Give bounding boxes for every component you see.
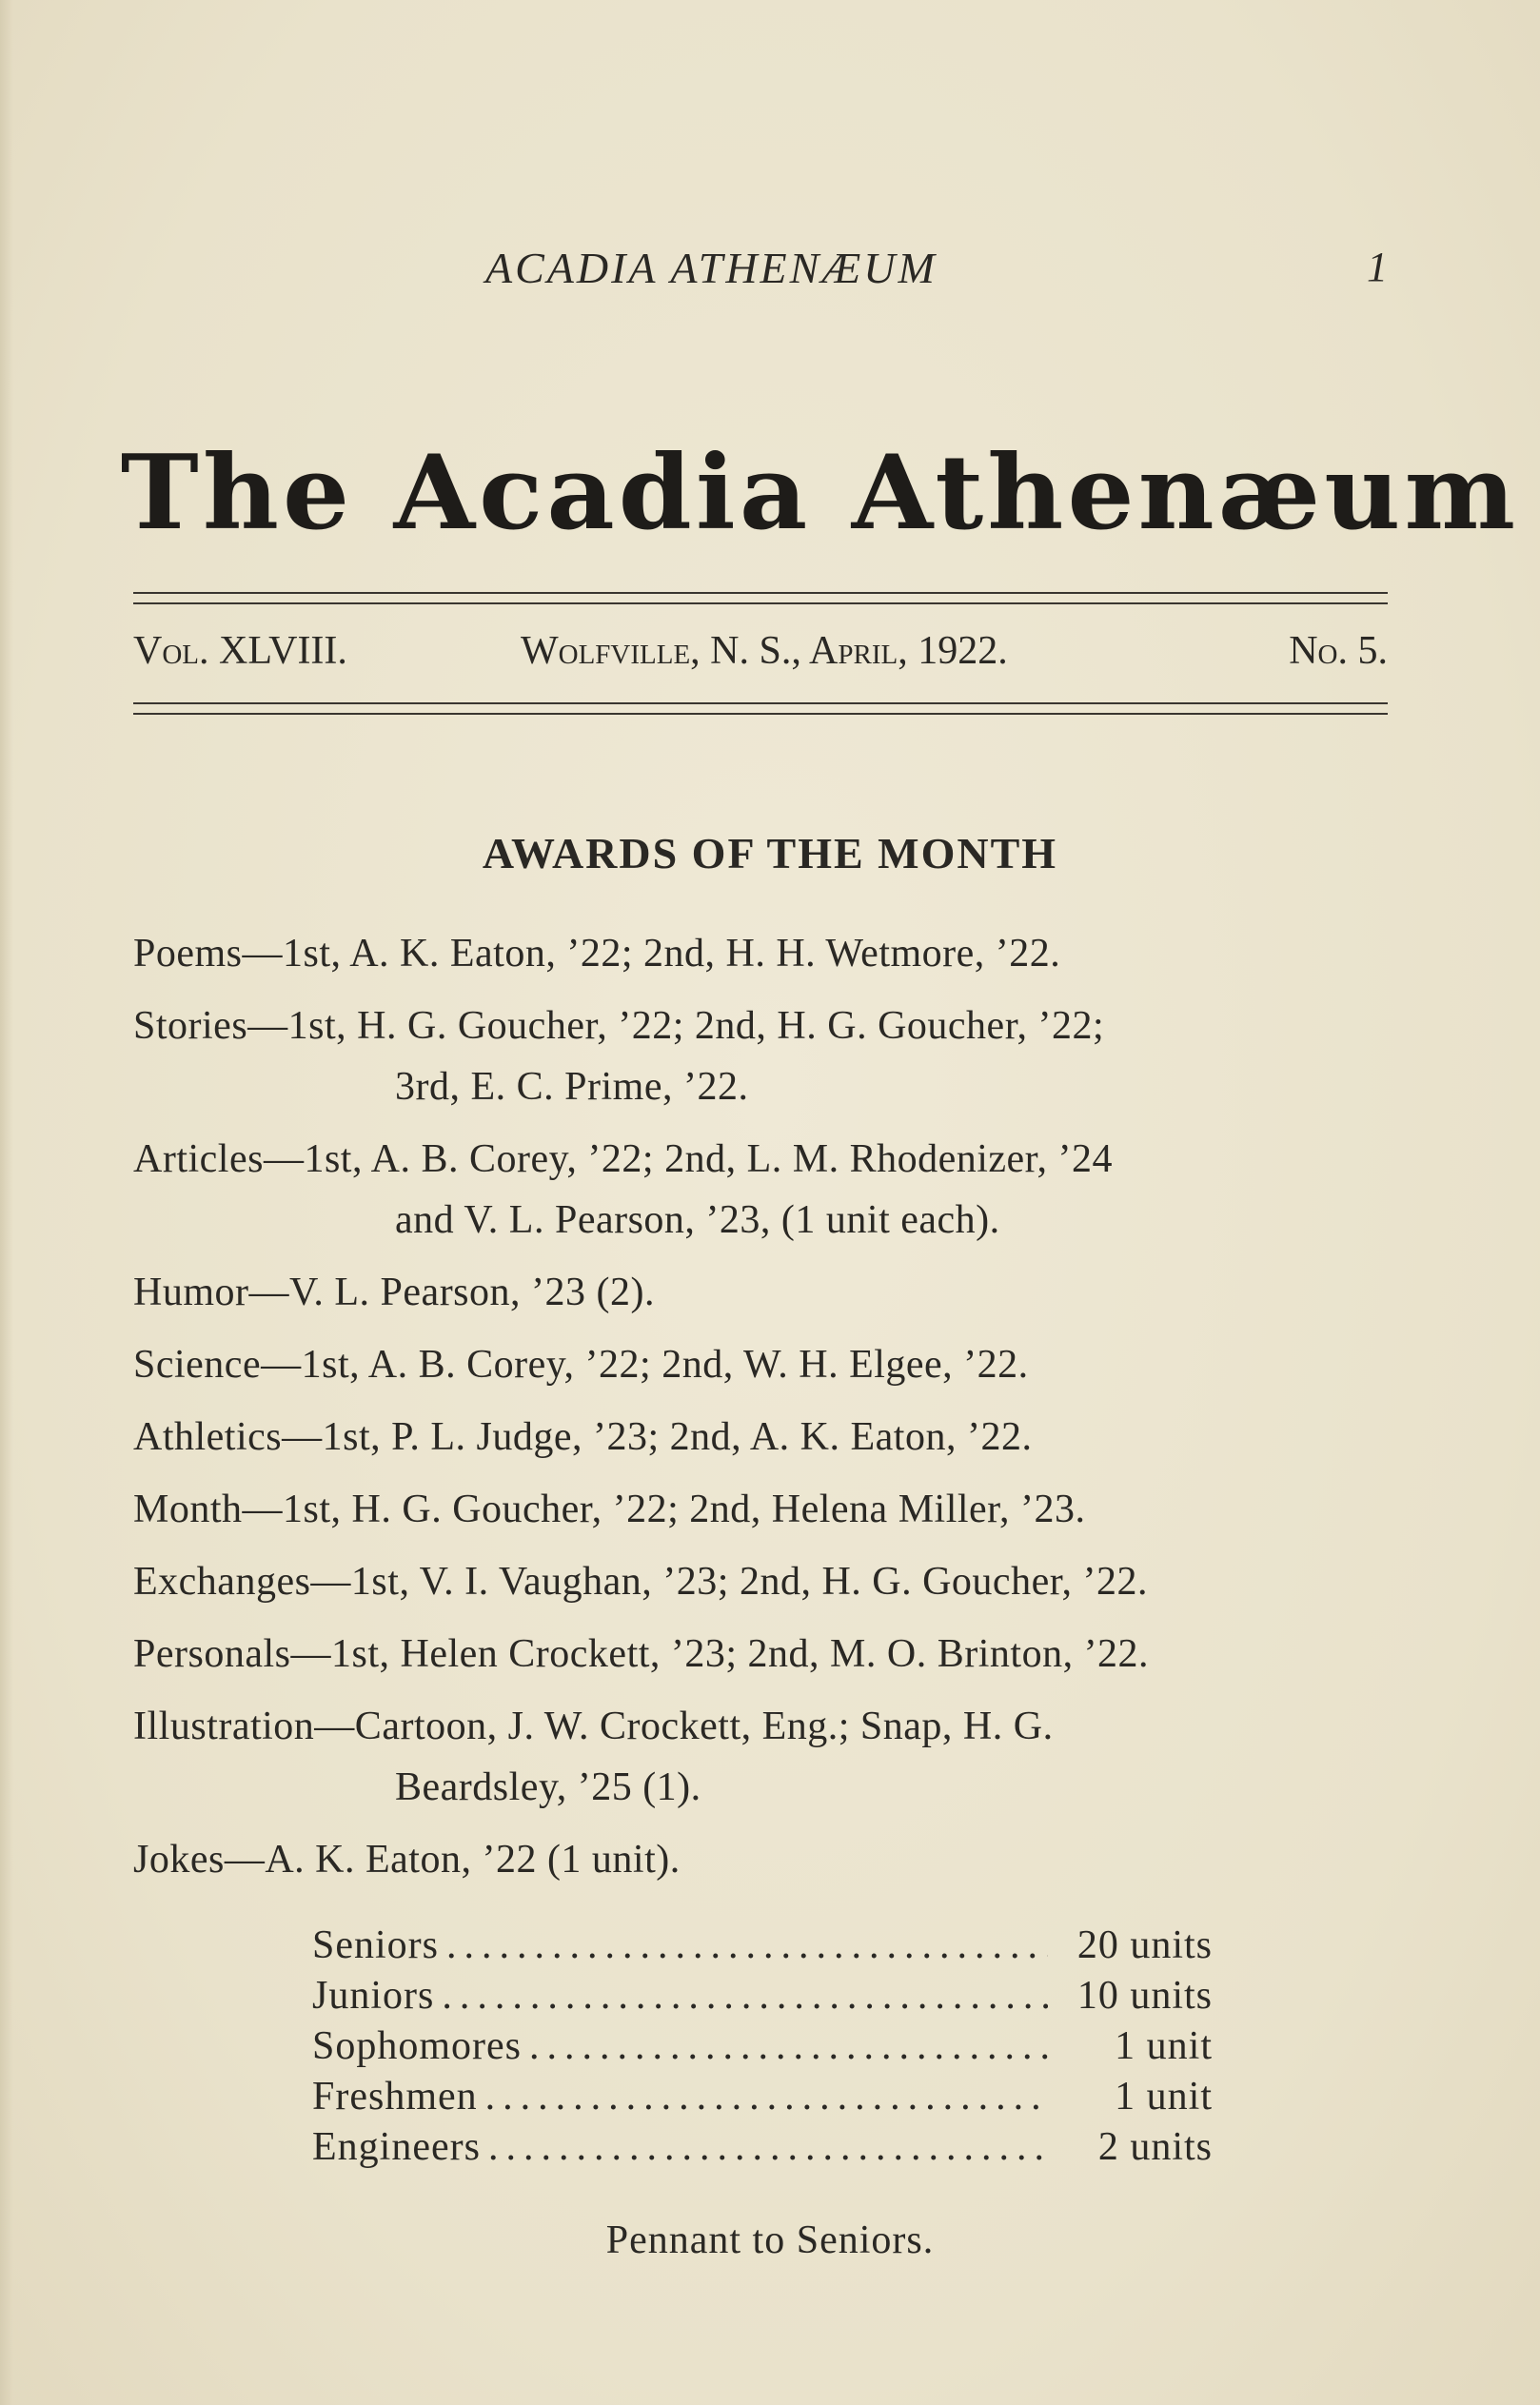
award-entry [133,1334,1390,1395]
award-line-continued: Beardsley, ’25 (1). [395,1765,701,1809]
tally-row [312,2072,1213,2122]
award-entry [133,996,1390,1117]
award-line: Articles—1st, A. B. Corey, ’22; 2nd, L. M. Rhodenizer, ’24 [133,1137,1113,1181]
award-line: Exchanges—1st, V. I. Vaughan, ’23; 2nd, H. G. Goucher, ’22. [133,1560,1149,1604]
award-line-continued: and V. L. Pearson, ’23, (1 unit each). [395,1198,1000,1242]
masthead-rule-bottom [133,702,1388,715]
award-entry [133,1624,1390,1685]
award-line: Illustration—Cartoon, J. W. Crockett, Eng.; Snap, H. G. [133,1705,1054,1748]
award-line-continued: 3rd, E. C. Prime, ’22. [395,1065,749,1109]
issue-line [133,628,1388,681]
tally-class: Seniors [312,1923,439,1967]
award-line: Athletics—1st, P. L. Judge, ’23; 2nd, A. K. Eaton, ’22. [133,1415,1033,1459]
award-entry [133,1696,1390,1818]
section-title: AWARDS OF THE MONTH [482,829,1058,877]
masthead-rule-top [133,592,1388,604]
page-edge-shadow [0,0,13,2405]
dot-leader [529,2021,1048,2072]
award-entry [133,1129,1390,1251]
tally-class: Freshmen [312,2075,478,2119]
tally-units: 1 unit [1115,2024,1213,2068]
award-line: Stories—1st, H. G. Goucher, ’22; 2nd, H. G. Goucher, ’22; [133,1004,1105,1048]
tally-class: Sophomores [312,2024,522,2068]
dot-leader [488,2122,1048,2173]
award-line: Jokes—A. K. Eaton, ’22 (1 unit). [133,1838,681,1882]
tally-class: Juniors [312,1974,435,2018]
award-entry [133,1829,1390,1890]
tally-units: 1 unit [1115,2075,1213,2119]
award-entry [133,1479,1390,1540]
tally-row [312,2021,1213,2072]
issue-number: No. 5. [1289,629,1388,673]
tally-row [312,1921,1213,1971]
running-head [0,243,1540,300]
tally-units: 20 units [1076,1923,1213,1967]
units-tally [312,1921,1213,2173]
awards-list [133,923,1390,1902]
award-line: Personals—1st, Helen Crockett, ’23; 2nd, M. O. Brinton, ’22. [133,1632,1150,1676]
place-date: Wolfville, N. S., April, 1922. [521,629,1008,673]
pennant-note: Pennant to Seniors. [605,2218,935,2262]
dot-leader [442,1971,1048,2021]
award-entry [133,1407,1390,1468]
award-line: Science—1st, A. B. Corey, ’22; 2nd, W. H. Elgee, ’22. [133,1343,1029,1387]
tally-row [312,2122,1213,2173]
volume-label: Vol. XLVIII. [133,629,347,673]
award-entry [133,923,1390,984]
dot-leader [485,2072,1048,2122]
page-number: 1 [1367,244,1388,290]
tally-class: Engineers [312,2125,481,2169]
dot-leader [446,1921,1048,1971]
award-entry [133,1551,1390,1612]
award-line: Humor—V. L. Pearson, ’23 (2). [133,1271,655,1314]
masthead-title: The Acadia Athenæum [120,433,1520,553]
tally-row [312,1971,1213,2021]
running-title: ACADIA ATHENÆUM [485,244,938,292]
award-line: Poems—1st, A. K. Eaton, ’22; 2nd, H. H. Wetmore, ’22. [133,932,1061,976]
tally-units: 10 units [1076,1974,1213,2018]
award-line: Month—1st, H. G. Goucher, ’22; 2nd, Helena Miller, ’23. [133,1488,1086,1531]
award-entry [133,1262,1390,1323]
tally-units: 2 units [1097,2125,1213,2169]
